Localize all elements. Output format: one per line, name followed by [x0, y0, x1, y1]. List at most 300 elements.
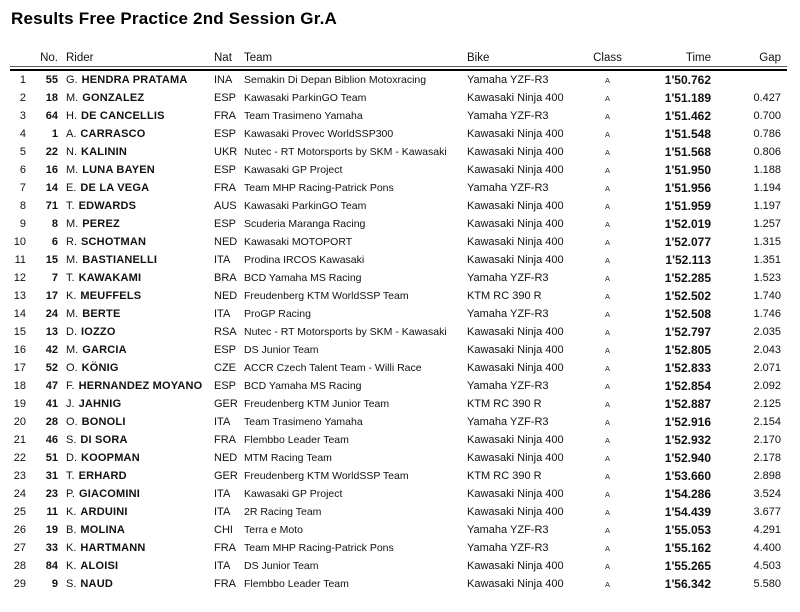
time-cell: 1'52.833: [664, 361, 711, 375]
header-rider: Rider: [60, 52, 214, 67]
nation-cell: UKR: [214, 146, 238, 158]
position-cell: 28: [13, 560, 26, 572]
bike-cell: Kawasaki Ninja 400: [467, 254, 564, 266]
number-cell: 64: [45, 110, 58, 122]
rider-surname: DI SORA: [80, 434, 128, 446]
rider-surname: DE CANCELLIS: [81, 110, 165, 122]
table-row: [10, 341, 787, 359]
table-row: [10, 71, 787, 89]
table-row: [10, 395, 787, 413]
table-row: [10, 269, 787, 287]
time-cell: 1'51.959: [664, 199, 711, 213]
gap-cell: 2.043: [753, 344, 781, 356]
position-cell: 8: [19, 200, 26, 212]
nation-cell: BRA: [214, 272, 237, 284]
rider-initial: D.: [66, 326, 77, 338]
table-row: [10, 179, 787, 197]
number-cell: 24: [45, 308, 58, 320]
nation-cell: FRA: [214, 182, 236, 194]
rider-initial: A.: [66, 128, 77, 140]
position-cell: 2: [19, 92, 26, 104]
position-cell: 18: [13, 380, 26, 392]
time-cell: 1'52.019: [664, 217, 711, 231]
class-cell: A: [604, 471, 610, 481]
gap-cell: 1.746: [753, 308, 781, 320]
class-cell: A: [604, 345, 610, 355]
class-cell: A: [604, 543, 610, 553]
number-cell: 22: [45, 146, 58, 158]
rider-surname: GONZALEZ: [82, 92, 145, 104]
position-cell: 6: [19, 164, 26, 176]
number-cell: 33: [45, 542, 58, 554]
position-cell: 11: [14, 254, 26, 266]
rider-surname: BASTIANELLI: [82, 254, 158, 266]
rider-initial: M.: [66, 164, 79, 176]
position-cell: 13: [13, 290, 26, 302]
number-cell: 23: [45, 488, 58, 500]
class-cell: A: [604, 363, 610, 373]
position-cell: 7: [19, 182, 26, 194]
header-class: Class: [585, 52, 630, 67]
table-row: [10, 503, 787, 521]
number-cell: 31: [45, 470, 58, 482]
nation-cell: NED: [214, 236, 238, 248]
number-cell: 18: [45, 92, 58, 104]
gap-cell: 0.806: [753, 146, 781, 158]
position-cell: 29: [13, 578, 26, 590]
rider-initial: R.: [66, 236, 77, 248]
nation-cell: ITA: [214, 488, 231, 500]
rider-surname: ARDUINI: [80, 506, 128, 518]
gap-cell: [715, 71, 787, 89]
position-cell: 15: [13, 326, 26, 338]
rider-initial: K.: [66, 542, 77, 554]
rider-initial: K.: [66, 560, 77, 572]
bike-cell: Yamaha YZF-R3: [467, 524, 549, 536]
time-cell: 1'52.854: [664, 379, 711, 393]
nation-cell: ESP: [214, 92, 237, 104]
team-cell: MTM Racing Team: [244, 452, 332, 464]
rider-cell: [60, 107, 214, 125]
rider-surname: NAUD: [80, 578, 113, 590]
table-row: [10, 377, 787, 395]
class-cell: A: [604, 93, 610, 103]
number-cell: 1: [51, 128, 58, 140]
bike-cell: Kawasaki Ninja 400: [467, 344, 564, 356]
rider-cell: [60, 323, 214, 341]
team-cell: Flembbo Leader Team: [244, 434, 349, 446]
nation-cell: ITA: [214, 254, 231, 266]
rider-cell: [60, 89, 214, 107]
nation-cell: NED: [214, 452, 238, 464]
table-row: [10, 161, 787, 179]
rider-initial: M.: [66, 92, 79, 104]
rider-initial: J.: [66, 398, 75, 410]
rider-surname: JAHNIG: [78, 398, 122, 410]
position-cell: 4: [19, 128, 26, 140]
rider-surname: HENDRA PRATAMA: [81, 74, 188, 86]
number-cell: 14: [45, 182, 58, 194]
header-gap: Gap: [715, 52, 787, 67]
rider-cell: [60, 557, 214, 575]
table-row: [10, 557, 787, 575]
time-cell: 1'52.916: [664, 415, 711, 429]
gap-cell: 1.257: [753, 218, 781, 230]
table-row: [10, 233, 787, 251]
class-cell: A: [604, 237, 610, 247]
time-cell: 1'51.189: [664, 91, 711, 105]
position-cell: 19: [13, 398, 26, 410]
rider-cell: [60, 575, 214, 593]
header-time: Time: [630, 52, 715, 67]
time-cell: 1'51.956: [664, 181, 711, 195]
rider-initial: O.: [66, 362, 78, 374]
class-cell: A: [604, 561, 610, 571]
number-cell: 55: [45, 74, 58, 86]
team-cell: Team MHP Racing-Patrick Pons: [244, 182, 394, 194]
bike-cell: Kawasaki Ninja 400: [467, 488, 564, 500]
team-cell: Nutec - RT Motorsports by SKM - Kawasaki: [244, 326, 447, 338]
class-cell: A: [604, 183, 610, 193]
team-cell: Nutec - RT Motorsports by SKM - Kawasaki: [244, 146, 447, 158]
class-cell: A: [604, 399, 610, 409]
gap-cell: 3.677: [753, 506, 781, 518]
time-cell: 1'54.439: [664, 505, 711, 519]
table-row: [10, 575, 787, 593]
number-cell: 7: [51, 272, 58, 284]
gap-cell: 1.197: [753, 200, 781, 212]
bike-cell: Yamaha YZF-R3: [467, 182, 549, 194]
team-cell: Flembbo Leader Team: [244, 578, 349, 590]
rider-initial: E.: [66, 182, 77, 194]
rider-cell: [60, 197, 214, 215]
table-row: [10, 125, 787, 143]
bike-cell: KTM RC 390 R: [467, 398, 542, 410]
team-cell: Freudenberg KTM WorldSSP Team: [244, 290, 409, 302]
gap-cell: 2.170: [753, 434, 781, 446]
table-row: [10, 143, 787, 161]
time-cell: 1'52.797: [664, 325, 711, 339]
team-cell: Scuderia Maranga Racing: [244, 218, 366, 230]
table-row: [10, 197, 787, 215]
nation-cell: ESP: [214, 218, 237, 230]
rider-initial: S.: [66, 434, 77, 446]
rider-cell: [60, 71, 214, 89]
table-header: [10, 52, 787, 71]
rider-cell: [60, 521, 214, 539]
nation-cell: ITA: [214, 308, 231, 320]
gap-cell: 2.154: [753, 416, 781, 428]
rider-cell: [60, 449, 214, 467]
class-cell: A: [604, 75, 610, 85]
rider-cell: [60, 179, 214, 197]
team-cell: Terra e Moto: [244, 524, 303, 536]
header-position: [10, 52, 30, 67]
nation-cell: ESP: [214, 128, 237, 140]
table-row: [10, 287, 787, 305]
time-cell: 1'54.286: [664, 487, 711, 501]
time-cell: 1'52.077: [664, 235, 711, 249]
bike-cell: Kawasaki Ninja 400: [467, 200, 564, 212]
time-cell: 1'56.342: [664, 577, 711, 591]
class-cell: A: [604, 507, 610, 517]
rider-surname: LUNA BAYEN: [82, 164, 155, 176]
nation-cell: INA: [214, 74, 233, 86]
table-row: [10, 539, 787, 557]
team-cell: ACCR Czech Talent Team - Willi Race: [244, 362, 422, 374]
number-cell: 84: [45, 560, 58, 572]
nation-cell: CHI: [214, 524, 233, 536]
number-cell: 28: [45, 416, 58, 428]
bike-cell: Yamaha YZF-R3: [467, 416, 549, 428]
rider-initial: S.: [66, 578, 77, 590]
position-cell: 17: [13, 362, 26, 374]
position-cell: 21: [13, 434, 26, 446]
class-cell: A: [604, 147, 610, 157]
team-cell: Team Trasimeno Yamaha: [244, 416, 363, 428]
class-cell: A: [604, 273, 610, 283]
position-cell: 26: [13, 524, 26, 536]
rider-surname: BERTE: [82, 308, 121, 320]
rider-surname: ALOISI: [80, 560, 119, 572]
team-cell: BCD Yamaha MS Racing: [244, 380, 362, 392]
nation-cell: NED: [214, 290, 238, 302]
nation-cell: AUS: [214, 200, 237, 212]
number-cell: 42: [45, 344, 58, 356]
rider-surname: KÖNIG: [81, 362, 119, 374]
position-cell: 9: [19, 218, 26, 230]
rider-initial: M.: [66, 308, 79, 320]
header-number: No.: [30, 52, 60, 67]
rider-surname: MEUFFELS: [80, 290, 142, 302]
gap-cell: 4.503: [753, 560, 781, 572]
gap-cell: 2.092: [753, 380, 781, 392]
bike-cell: Kawasaki Ninja 400: [467, 434, 564, 446]
number-cell: 46: [45, 434, 58, 446]
class-cell: A: [604, 111, 610, 121]
bike-cell: Kawasaki Ninja 400: [467, 92, 564, 104]
bike-cell: Kawasaki Ninja 400: [467, 164, 564, 176]
position-cell: 1: [19, 74, 26, 86]
gap-cell: 2.898: [753, 470, 781, 482]
rider-surname: BONOLI: [81, 416, 126, 428]
header-row: [10, 52, 787, 67]
team-cell: Kawasaki GP Project: [244, 164, 343, 176]
time-cell: 1'52.113: [665, 253, 711, 267]
bike-cell: Kawasaki Ninja 400: [467, 146, 564, 158]
bike-cell: Yamaha YZF-R3: [467, 272, 549, 284]
time-cell: 1'53.660: [664, 469, 711, 483]
number-cell: 52: [45, 362, 58, 374]
rider-cell: [60, 143, 214, 161]
rider-cell: [60, 413, 214, 431]
team-cell: ProGP Racing: [244, 308, 311, 320]
nation-cell: RSA: [214, 326, 237, 338]
page-title: Results Free Practice 2nd Session Gr.A: [11, 9, 338, 28]
rider-cell: [60, 161, 214, 179]
time-cell: 1'52.285: [664, 271, 711, 285]
table-row: [10, 449, 787, 467]
rider-surname: GARCIA: [82, 344, 127, 356]
header-nation: Nat: [214, 52, 244, 67]
position-cell: 14: [13, 308, 26, 320]
number-cell: 11: [46, 506, 58, 518]
rider-surname: SCHOTMAN: [81, 236, 147, 248]
rider-cell: [60, 467, 214, 485]
gap-cell: 1.740: [753, 290, 781, 302]
rider-surname: MOLINA: [80, 524, 125, 536]
rider-initial: M.: [66, 254, 79, 266]
time-cell: 1'52.805: [664, 343, 711, 357]
bike-cell: Kawasaki Ninja 400: [467, 362, 564, 374]
number-cell: 16: [45, 164, 58, 176]
rider-initial: G.: [66, 74, 78, 86]
rider-initial: T.: [66, 470, 75, 482]
rider-cell: [60, 215, 214, 233]
class-cell: A: [604, 435, 610, 445]
team-cell: Kawasaki ParkinGO Team: [244, 200, 367, 212]
nation-cell: FRA: [214, 110, 236, 122]
bike-cell: KTM RC 390 R: [467, 290, 542, 302]
team-cell: Team Trasimeno Yamaha: [244, 110, 363, 122]
rider-initial: T.: [66, 200, 75, 212]
nation-cell: ESP: [214, 164, 237, 176]
position-cell: 27: [13, 542, 26, 554]
team-cell: Kawasaki GP Project: [244, 488, 343, 500]
table-row: [10, 323, 787, 341]
class-cell: A: [604, 219, 610, 229]
class-cell: A: [604, 165, 610, 175]
gap-cell: 2.071: [753, 362, 781, 374]
rider-initial: O.: [66, 416, 78, 428]
header-team: Team: [244, 52, 467, 67]
gap-cell: 0.427: [753, 92, 781, 104]
rider-surname: CARRASCO: [80, 128, 146, 140]
gap-cell: 1.351: [753, 254, 781, 266]
class-cell: A: [604, 525, 610, 535]
class-cell: A: [604, 453, 610, 463]
rider-initial: T.: [66, 272, 75, 284]
gap-cell: 4.400: [753, 542, 781, 554]
gap-cell: 5.580: [753, 578, 781, 590]
bike-cell: Kawasaki Ninja 400: [467, 452, 564, 464]
rider-initial: H.: [66, 110, 77, 122]
gap-cell: 2.178: [753, 452, 781, 464]
bike-cell: Yamaha YZF-R3: [467, 380, 549, 392]
nation-cell: GER: [214, 470, 238, 482]
team-cell: Kawasaki ParkinGO Team: [244, 92, 367, 104]
number-cell: 51: [45, 452, 58, 464]
time-cell: 1'55.265: [664, 559, 711, 573]
time-cell: 1'51.568: [664, 145, 711, 159]
rider-surname: EDWARDS: [78, 200, 137, 212]
class-cell: A: [604, 129, 610, 139]
rider-initial: M.: [66, 344, 79, 356]
number-cell: 9: [51, 578, 58, 590]
bike-cell: Kawasaki Ninja 400: [467, 578, 564, 590]
gap-cell: 0.786: [753, 128, 781, 140]
time-cell: 1'52.887: [664, 397, 711, 411]
bike-cell: KTM RC 390 R: [467, 470, 542, 482]
nation-cell: GER: [214, 398, 238, 410]
bike-cell: Kawasaki Ninja 400: [467, 560, 564, 572]
time-cell: 1'51.462: [664, 109, 711, 123]
gap-cell: 2.125: [753, 398, 781, 410]
number-cell: 47: [45, 380, 58, 392]
bike-cell: Kawasaki Ninja 400: [467, 506, 564, 518]
rider-initial: K.: [66, 506, 77, 518]
number-cell: 13: [45, 326, 58, 338]
rider-surname: ERHARD: [78, 470, 127, 482]
position-cell: 10: [13, 236, 26, 248]
class-cell: A: [604, 417, 610, 427]
time-cell: 1'51.548: [664, 127, 711, 141]
rider-cell: [60, 431, 214, 449]
position-cell: 24: [13, 488, 26, 500]
bike-cell: Kawasaki Ninja 400: [467, 218, 564, 230]
table-body: [10, 71, 787, 593]
team-cell: Semakin Di Depan Biblion Motoxracing: [244, 74, 427, 86]
nation-cell: FRA: [214, 578, 236, 590]
nation-cell: FRA: [214, 542, 236, 554]
position-cell: 20: [13, 416, 26, 428]
rider-initial: B.: [66, 524, 77, 536]
position-cell: 23: [13, 470, 26, 482]
team-cell: Kawasaki MOTOPORT: [244, 236, 353, 248]
rider-cell: [60, 125, 214, 143]
position-cell: 3: [19, 110, 26, 122]
nation-cell: ESP: [214, 380, 237, 392]
rider-cell: [60, 503, 214, 521]
rider-cell: [60, 305, 214, 323]
rider-initial: K.: [66, 290, 77, 302]
team-cell: Prodina IRCOS Kawasaki: [244, 254, 365, 266]
rider-initial: D.: [66, 452, 77, 464]
rider-initial: F.: [66, 380, 75, 392]
time-cell: 1'52.932: [664, 433, 711, 447]
class-cell: A: [604, 291, 610, 301]
position-cell: 22: [13, 452, 26, 464]
number-cell: 6: [51, 236, 58, 248]
rider-cell: [60, 395, 214, 413]
rider-surname: HARTMANN: [80, 542, 146, 554]
rider-surname: HERNANDEZ MOYANO: [78, 380, 203, 392]
rider-surname: KOOPMAN: [81, 452, 140, 464]
team-cell: DS Junior Team: [244, 560, 319, 572]
rider-initial: P.: [66, 488, 75, 500]
nation-cell: ITA: [214, 416, 231, 428]
number-cell: 19: [45, 524, 58, 536]
class-cell: A: [604, 309, 610, 319]
gap-cell: 0.700: [753, 110, 781, 122]
rider-cell: [60, 485, 214, 503]
rider-surname: PEREZ: [82, 218, 120, 230]
time-cell: 1'52.508: [664, 307, 711, 321]
gap-cell: 1.523: [753, 272, 781, 284]
rider-cell: [60, 269, 214, 287]
table-row: [10, 107, 787, 125]
team-cell: BCD Yamaha MS Racing: [244, 272, 362, 284]
time-cell: 1'52.502: [664, 289, 711, 303]
gap-cell: 4.291: [753, 524, 781, 536]
gap-cell: 3.524: [753, 488, 781, 500]
rider-cell: [60, 539, 214, 557]
bike-cell: Yamaha YZF-R3: [467, 74, 549, 86]
gap-cell: 1.194: [753, 182, 781, 194]
bike-cell: Yamaha YZF-R3: [467, 110, 549, 122]
time-cell: 1'50.762: [664, 73, 711, 87]
rider-initial: M.: [66, 218, 79, 230]
